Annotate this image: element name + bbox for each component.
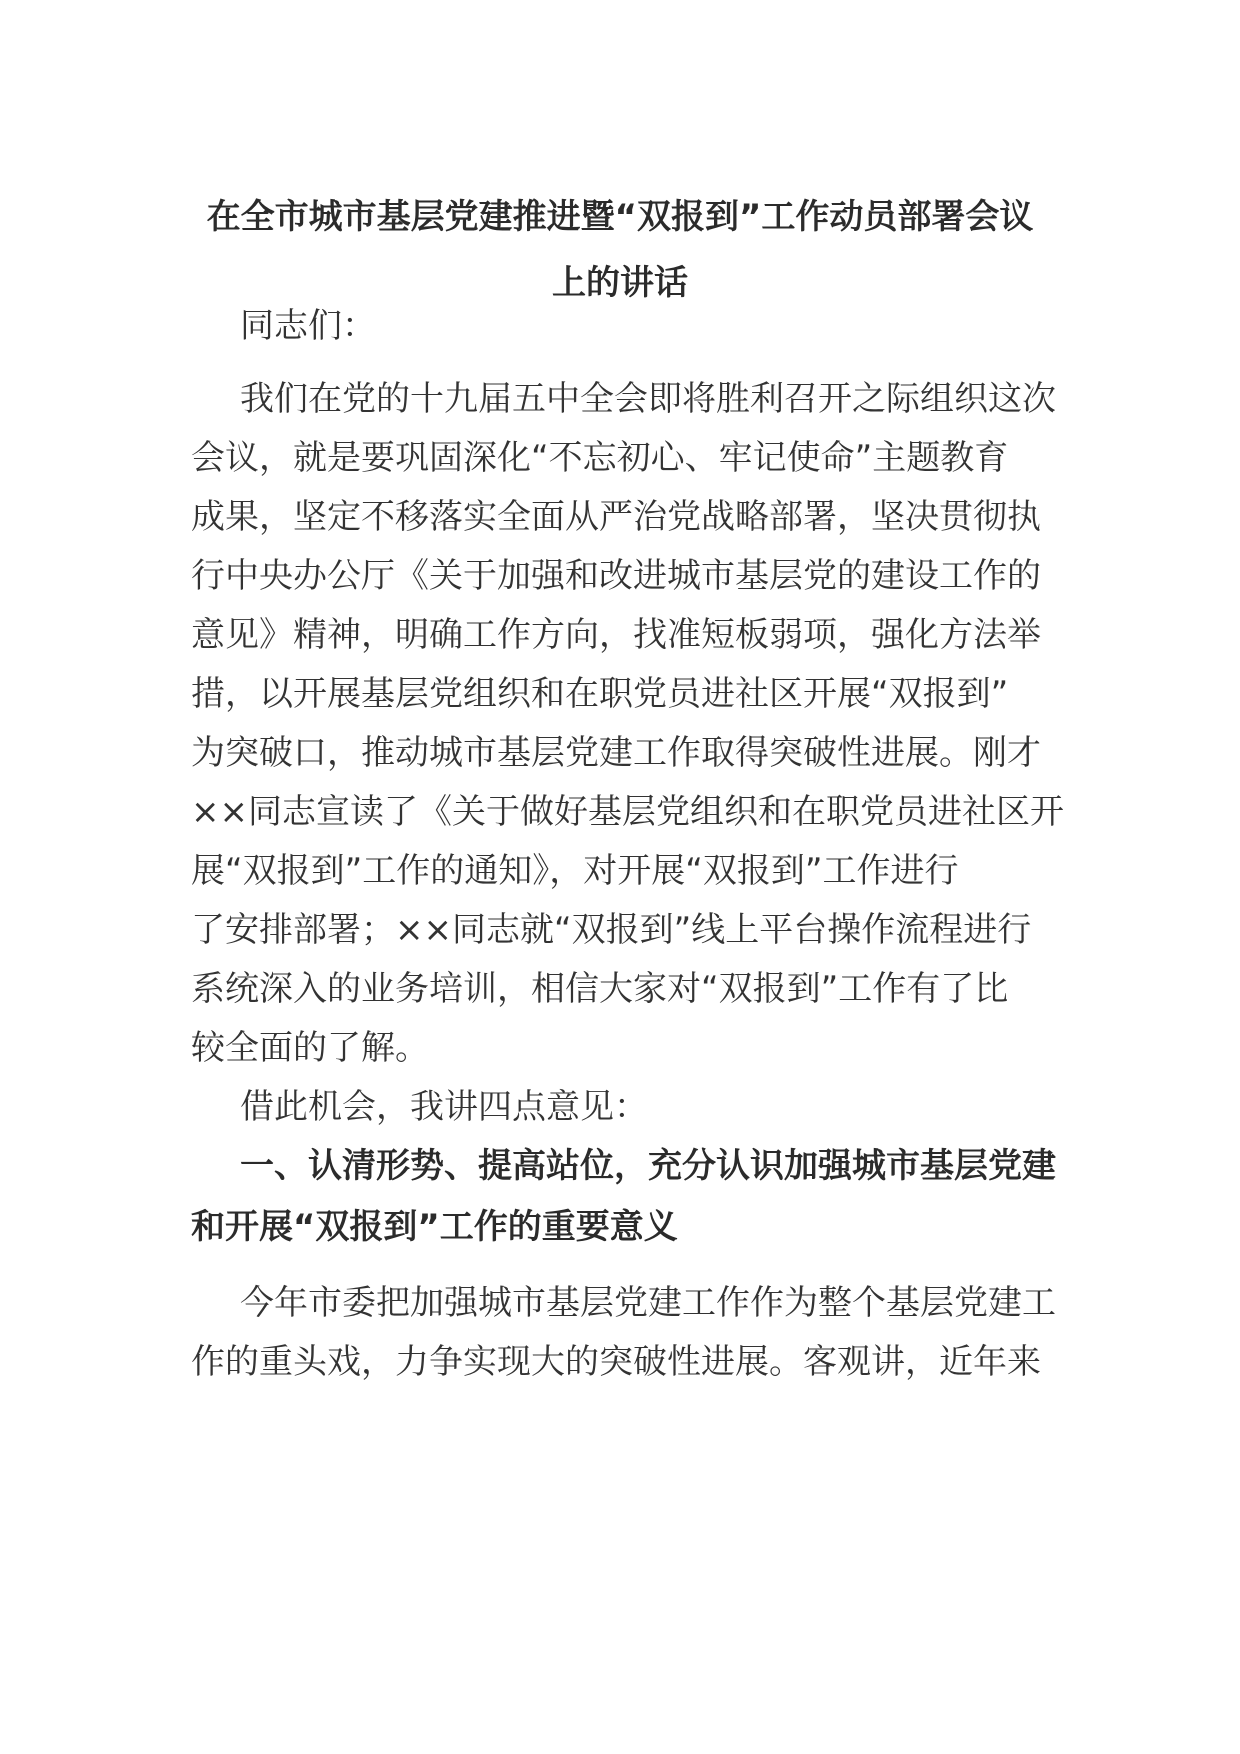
paragraph1-line-10: 了安排部署；××同志就“双报到”线上平台操作流程进行 xyxy=(191,910,1032,950)
paragraph3-line-2: 作的重头戏，力争实现大的突破性进展。客观讲，近年来 xyxy=(191,1342,1041,1382)
heading1-line-2: 和开展“双报到”工作的重要意义 xyxy=(191,1207,678,1247)
paragraph1-line-11: 系统深入的业务培训，相信大家对“双报到”工作有了比 xyxy=(191,969,1009,1009)
paragraph1-line-12: 较全面的了解。 xyxy=(191,1028,429,1068)
paragraph2: 借此机会，我讲四点意见： xyxy=(240,1087,648,1127)
heading1-line-1: 一、认清形势、提高站位，充分认识加强城市基层党建 xyxy=(240,1146,1056,1186)
document-title-line-1: 在全市城市基层党建推进暨“双报到”工作动员部署会议 xyxy=(206,197,1034,237)
paragraph1-line-7: 为突破口，推动城市基层党建工作取得突破性进展。刚才 xyxy=(191,733,1041,773)
paragraph1-line-8: ××同志宣读了《关于做好基层党组织和在职党员进社区开 xyxy=(191,792,1064,832)
paragraph1-line-9: 展“双报到”工作的通知》，对开展“双报到”工作进行 xyxy=(191,851,959,891)
paragraph1-line-4: 行中央办公厅《关于加强和改进城市基层党的建设工作的 xyxy=(191,556,1041,596)
paragraph1-line-5: 意见》精神，明确工作方向，找准短板弱项，强化方法举 xyxy=(191,615,1041,655)
salutation: 同志们： xyxy=(240,306,376,346)
paragraph1-line-2: 会议，就是要巩固深化“不忘初心、牢记使命”主题教育 xyxy=(191,438,1009,478)
paragraph3-line-1: 今年市委把加强城市基层党建工作作为整个基层党建工 xyxy=(240,1283,1056,1323)
paragraph1-line-3: 成果，坚定不移落实全面从严治党战略部署，坚决贯彻执 xyxy=(191,497,1041,537)
paragraph1-line-6: 措，以开展基层党组织和在职党员进社区开展“双报到” xyxy=(191,674,1009,714)
paragraph1-line-1: 我们在党的十九届五中全会即将胜利召开之际组织这次 xyxy=(240,379,1056,419)
document-title-line-2: 上的讲话 xyxy=(552,263,688,303)
